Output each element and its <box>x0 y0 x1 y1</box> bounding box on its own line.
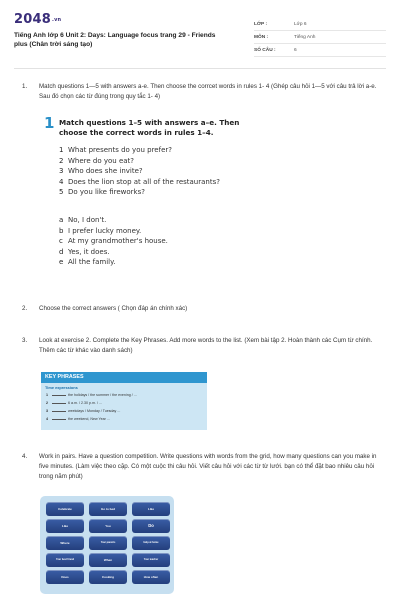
item-label: 5 <box>59 188 64 197</box>
key-phrase-row <box>41 407 207 415</box>
list-item <box>59 145 220 156</box>
meta-value: Lớp 6 <box>294 21 307 27</box>
key-phrase-row <box>41 399 207 407</box>
item-text: All the family. <box>68 258 116 267</box>
grid-cell: Cooking <box>89 570 127 584</box>
item-text: What presents do you prefer? <box>68 146 172 154</box>
meta-value: Tiếng Anh <box>294 34 316 40</box>
header-divider <box>14 68 386 69</box>
item-text: At my grandmother's house. <box>68 237 168 246</box>
blank-line <box>52 419 66 420</box>
meta-label: MÔN : <box>254 34 269 40</box>
blank-line <box>52 403 66 404</box>
word-grid <box>46 502 170 584</box>
question-text: Work in pairs. Have a question competition. Write questions with words from the grid, how many questions can you make in five minutes. (Làm việc theo cặp. Có một cuộc thi câu hỏi. Viết câu hỏi với các từ từ lưới. bạn có thể đặt bao nhiêu câu hỏi trong năm phút) <box>39 453 377 480</box>
question-text: Look at exercise 2. Complete the Key Phrases. Add more words to the list. (Xem bài tập 2. Hoàn thành các Cụm từ chính. Thêm các từ khác vào danh sách) <box>39 337 373 354</box>
list-item <box>59 236 168 247</box>
grid-cell: You <box>89 519 127 533</box>
grid-cell: When <box>89 553 127 567</box>
grid-cell: Your best friend <box>46 553 84 567</box>
key-phrases-box <box>41 372 207 430</box>
grid-cell: Your parents <box>89 536 127 550</box>
row-text: the weekend, New Year ... <box>68 417 110 421</box>
question-number: 1. <box>22 83 28 90</box>
list-item <box>59 166 220 177</box>
exercise-heading: Match questions 1–5 with answers a–e. Then choose the correct words in rules 1–4. <box>59 118 240 137</box>
meta-label: SỐ CÂU : <box>254 47 276 53</box>
meta-label: LỚP : <box>254 21 268 27</box>
question-number: 2. <box>22 305 28 312</box>
grid-cell: Where <box>46 536 84 550</box>
grid-cell: Like <box>46 519 84 533</box>
grid-cell: Help at home <box>132 536 170 550</box>
item-label: 2 <box>59 156 64 165</box>
meta-row-count <box>254 44 386 57</box>
row-text: the holidays / the summer / the evening / ... <box>68 393 137 397</box>
question-text: Match questions 1—5 with answers a-e. Then choose the corrcet words in rules 1- 4 (Ghép câu hỏi 1—5 với câu trả lời a-e. Sau đó chọn các từ đúng trong quy tắc 1- 4) <box>39 83 377 100</box>
key-phrases-title: KEY PHRASES <box>41 372 207 383</box>
row-number: 2 <box>46 401 48 405</box>
grid-cell: How often <box>132 570 170 584</box>
site-logo[interactable] <box>14 12 61 27</box>
item-text: Do you like fireworks? <box>68 188 145 197</box>
item-text: I prefer lucky money. <box>68 226 142 235</box>
item-label: b <box>59 226 64 235</box>
item-text: No, I don't. <box>68 216 107 224</box>
page-header <box>14 12 386 58</box>
meta-table <box>254 18 386 57</box>
item-label: 3 <box>59 167 64 176</box>
key-phrase-row <box>41 415 207 423</box>
grid-cell: Your teacher <box>132 553 170 567</box>
blank-line <box>52 395 66 396</box>
grid-cell: Like <box>132 502 170 516</box>
row-number: 1 <box>46 393 48 397</box>
item-text: Yes, it does. <box>68 247 110 256</box>
grid-cell: Go to bed <box>89 502 127 516</box>
list-item <box>59 226 168 237</box>
list-item <box>59 177 220 188</box>
list-item <box>59 187 220 198</box>
logo-text: 2048 <box>14 12 51 27</box>
grid-cell: Do <box>132 519 170 533</box>
exercise-number: 1 <box>44 114 55 132</box>
list-item <box>59 215 168 226</box>
exercise-question-list <box>59 145 220 198</box>
row-text: 6 a.m. / 2.30 p.m. / ... <box>68 401 102 405</box>
item-label: 4 <box>59 177 64 186</box>
question-number: 4. <box>22 453 28 460</box>
item-label: e <box>59 258 64 267</box>
item-label: 1 <box>59 146 64 154</box>
item-label: d <box>59 247 64 256</box>
exercise-answer-list <box>59 215 168 268</box>
item-label: a <box>59 216 64 224</box>
word-grid-image <box>40 496 174 594</box>
list-item <box>59 257 168 268</box>
item-text: Where do you eat? <box>68 156 135 165</box>
item-text: Does the lion stop at all of the restaurants? <box>68 177 220 186</box>
question-text: Choose the correct answers ( Chọn đáp án chính xác) <box>39 305 188 312</box>
list-item <box>59 156 220 167</box>
list-item <box>59 247 168 258</box>
item-text: Who does she invite? <box>68 167 143 176</box>
meta-row-grade <box>254 18 386 31</box>
logo-suffix: .vn <box>51 16 62 23</box>
meta-row-subject <box>254 31 386 44</box>
page-title: Tiếng Anh lớp 6 Unit 2: Days: Language focus trang 29 - Friends plus (Chân trời sáng tạo) <box>14 32 216 48</box>
item-label: c <box>59 237 63 246</box>
row-text: weekdays / Monday / Tuesday ... <box>68 409 121 413</box>
key-phrase-row <box>41 391 207 399</box>
exercise-1-image <box>44 114 274 284</box>
meta-value: 6 <box>294 47 297 53</box>
row-number: 4 <box>46 417 48 421</box>
key-phrases-subtitle: Time expressions <box>45 385 78 390</box>
blank-line <box>52 411 66 412</box>
grid-cell: Celebrate <box>46 502 84 516</box>
row-number: 3 <box>46 409 48 413</box>
grid-cell: Does <box>46 570 84 584</box>
question-number: 3. <box>22 337 28 344</box>
